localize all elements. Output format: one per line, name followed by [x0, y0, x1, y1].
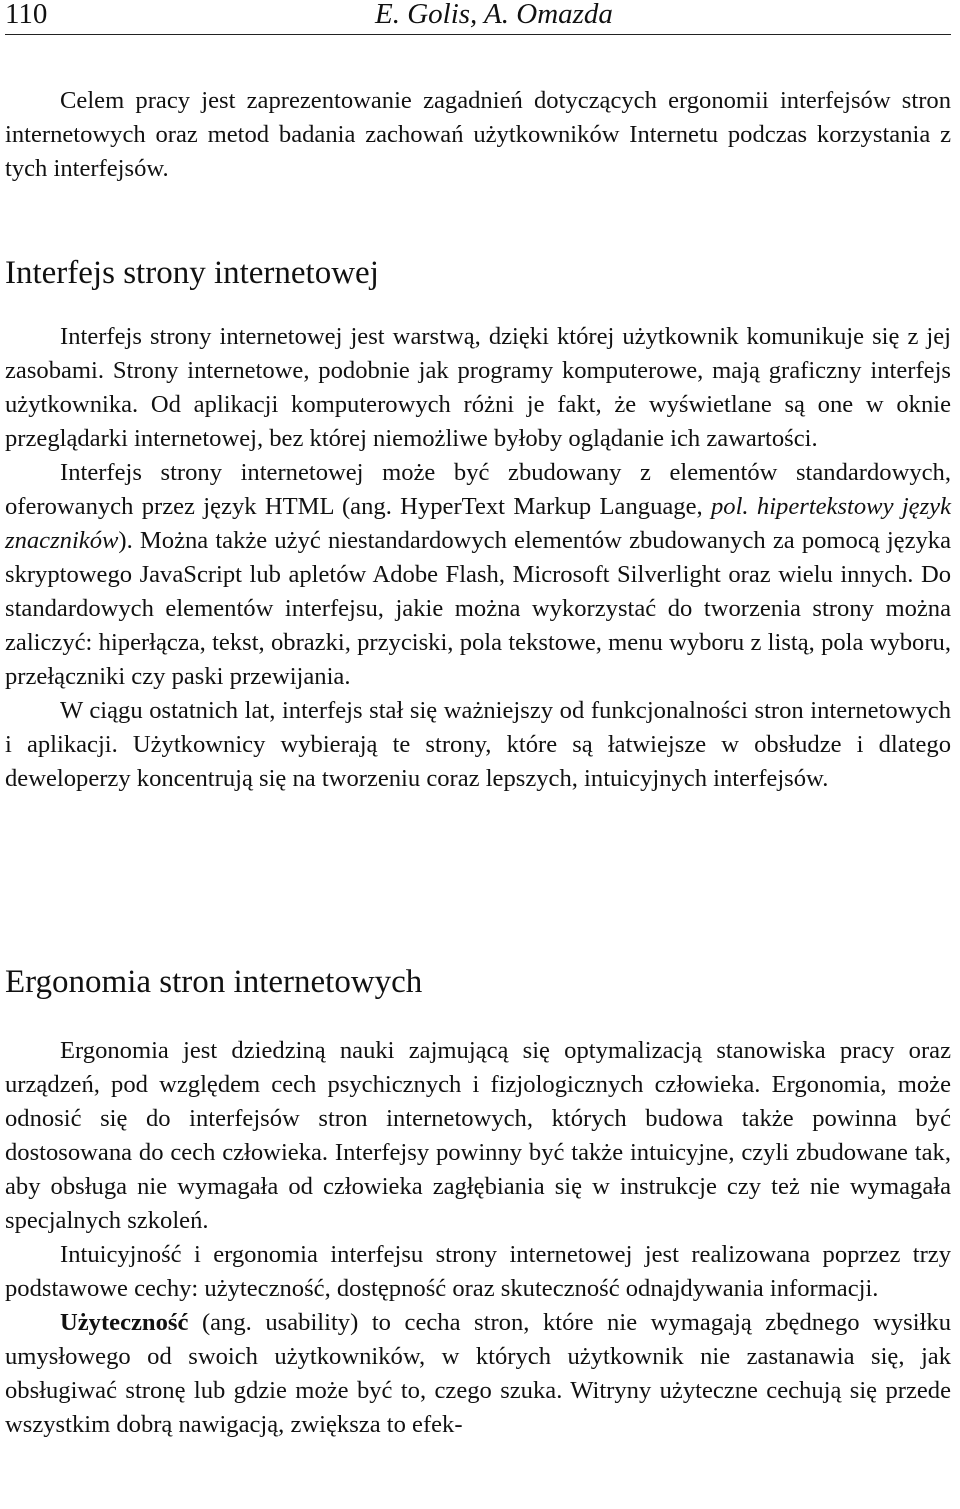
- text-run: (ang. usability) to cecha stron, które nie wymagają zbędnego wysiłku umysłowego od swoich użytkowników, w których użytkownik nie zastanawia się, jak obsługiwać stronę lub gdzie może być to, czego szuka. Witryny użyteczne cechują się przede wszystkim dobrą nawigacją, zwiększa to efek-: [5, 1309, 951, 1438]
- page-number: 110: [5, 0, 48, 30]
- intro-paragraph: Celem pracy jest zaprezentowanie zagadnień dotyczących ergonomii interfejsów stron internetowych oraz metod badania zachowań użytkowników Internetu podczas korzystania z tych interfejsów.: [5, 87, 951, 182]
- paragraph: [5, 1306, 951, 1442]
- italic-text-run: pol. hipertekstowy język znaczników: [5, 493, 951, 554]
- text-run: ). Można także użyć niestandardowych elementów zbudowanych za pomocą języka skryptowego JavaScript lub apletów Adobe Flash, Microsoft Silverlight oraz wielu innych. Do standardowych elementów interfejsu, jakie można wykorzystać do tworzenia strony można zaliczyć: hiperłącza, tekst, obrazki, przyciski, pola tekstowe, menu wyboru z listą, pola wyboru, przełączniki czy paski przewijania.: [5, 527, 951, 690]
- paragraph: Ergonomia jest dziedziną nauki zajmującą się optymalizacją stanowiska pracy oraz urządzeń, pod względem cech psychicznych i fizjologicznych człowieka. Ergonomia, może odnosić się do interfejsów stron internetowych, których budowa także powinna być dostosowana do cech człowieka. Interfejsy powinny być także intuicyjne, czyli zbudowane tak, aby obsługa nie wymagała od człowieka zagłębiania się w instrukcje czy też nie wymagała specjalnych szkoleń.: [5, 1037, 951, 1234]
- page-header: [5, 0, 951, 35]
- section-heading-ergonomia: Ergonomia stron internetowych: [5, 964, 423, 1000]
- intro-section: [5, 84, 951, 186]
- bold-term: Użyteczność: [60, 1309, 189, 1336]
- paragraph: Intuicyjność i ergonomia interfejsu strony internetowej jest realizowana poprzez trzy podstawowe cechy: użyteczność, dostępność oraz skuteczność odnajdywania informacji.: [5, 1241, 951, 1302]
- section-interfejs-body: [5, 320, 951, 796]
- running-title: E. Golis, A. Omazda: [375, 0, 613, 30]
- section-heading-interfejs: Interfejs strony internetowej: [5, 255, 379, 291]
- paragraph: Interfejs strony internetowej jest warstwą, dzięki której użytkownik komunikuje się z jej zasobami. Strony internetowe, podobnie jak programy komputerowe, mają graficzny interfejs użytkownika. Od aplikacji komputerowych różni je fakt, że wyświetlane są one w oknie przeglądarki internetowej, bez której niemożliwe byłoby oglądanie ich zawartości.: [5, 323, 951, 452]
- section-ergonomia-body: [5, 1034, 951, 1442]
- paragraph: W ciągu ostatnich lat, interfejs stał się ważniejszy od funkcjonalności stron internetowych i aplikacji. Użytkownicy wybierają te strony, które są łatwiejsze w obsłudze i dlatego deweloperzy koncentrują się na tworzeniu coraz lepszych, intuicyjnych interfejsów.: [5, 697, 951, 792]
- document-page: [5, 0, 951, 1438]
- paragraph: [5, 456, 951, 694]
- text-run: Interfejs strony internetowej może być zbudowany z elementów standardowych, oferowanych przez język HTML (ang. HyperText Markup Language,: [5, 459, 951, 520]
